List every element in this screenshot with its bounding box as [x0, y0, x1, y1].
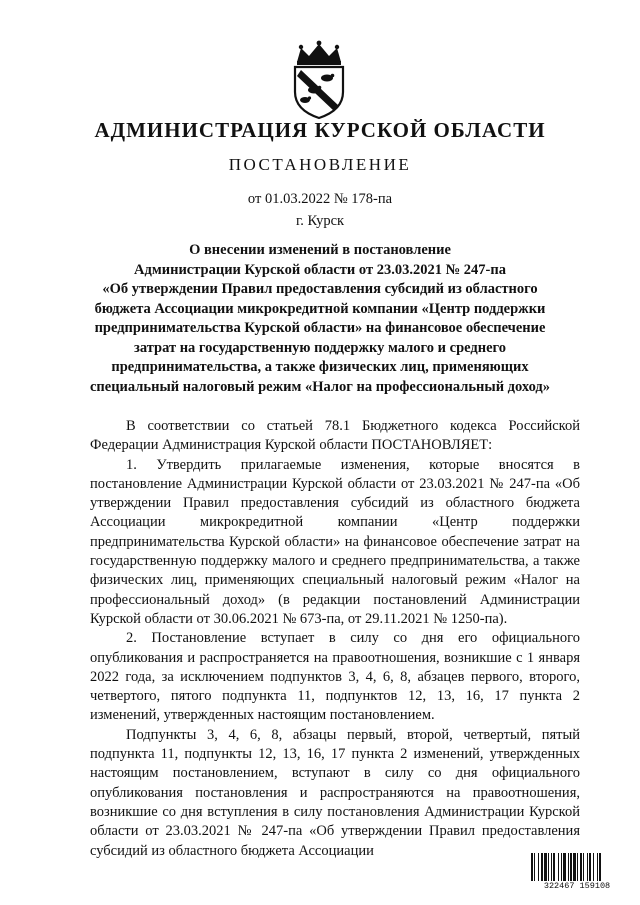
authority-heading: АДМИНИСТРАЦИЯ КУРСКОЙ ОБЛАСТИ	[94, 118, 546, 142]
body-paragraph: 1. Утвердить прилагаемые изменения, которые вносятся в постановление Администрации Курской области от 23.03.2021 № 247-па «Об утверждении Правил предоставления субсидий из областного бюджета Ассоциации микрокредитной компании «Центр поддержки предпринимательства Курской области» на финансовое обеспечение затрат на государственную поддержку малого и среднего предпринимательства, а также физических лиц, применяющих специальный налоговый режим «Налог на профессиональный доход» (в редакции постановлений Администрации Курской области от 30.06.2021 № 673-па, от 29.11.2021 № 1250-па).	[90, 456, 580, 627]
title-line: Администрации Курской области от 23.03.2021 № 247-па	[134, 261, 506, 278]
document-body	[90, 417, 580, 861]
title-line: предпринимательства, а также физических лиц, применяющих	[111, 359, 529, 375]
title-line: «Об утверждении Правил предоставления субсидий из областного	[102, 281, 538, 297]
document-type: ПОСТАНОВЛЕНИЕ	[228, 155, 412, 174]
title-line: специальный налоговый режим «Налог на профессиональный доход»	[89, 378, 551, 395]
body-paragraph: Подпункты 3, 4, 6, 8, абзацы первый, второй, четвертый, пятый подпункта 11, подпункты 12, 13, 16, 17 пункта 2 изменений, утвержденных настоящим постановлением, вступают в силу со дня официального опубликования постановления и распространяются на правоотношения, возникшие со дня вступления в силу постановления Администрации Курской области от 23.03.2021 № 247-па «Об утверждении Правил предоставления субсидий из областного бюджета Ассоциации	[90, 726, 580, 859]
title-line: затрат на государственную поддержку малого и среднего	[134, 339, 506, 356]
kursk-coat-of-arms-icon	[287, 40, 351, 120]
title-line: бюджета Ассоциации микрокредитной компании «Центр поддержки	[94, 300, 546, 317]
body-paragraph: 2. Постановление вступает в силу со дня его официального опубликования и распространяется на правоотношения, возникшие с 1 января 2022 года, за исключением подпунктов 3, 4, 6, 8, абзацев первого, второго, четвертого, пятого подпункта 11, подпунктов 12, 13, 16, 17 пункта 2 изменений, утвержденных настоящим постановлением.	[90, 630, 580, 724]
body-paragraph: В соответствии со статьей 78.1 Бюджетного кодекса Российской Федерации Администрация Курской области ПОСТАНОВЛЯЕТ:	[90, 418, 580, 454]
barcode-icon	[530, 853, 624, 891]
document-title	[84, 241, 556, 397]
title-line: О внесении изменений в постановление	[189, 242, 451, 258]
title-line: предпринимательства Курской области» на финансовое обеспечение	[94, 320, 546, 336]
date-number: от 01.03.2022 № 178-па	[247, 191, 393, 207]
barcode-number: 322467 159108	[530, 881, 624, 891]
city-line: г. Курск	[295, 213, 345, 229]
